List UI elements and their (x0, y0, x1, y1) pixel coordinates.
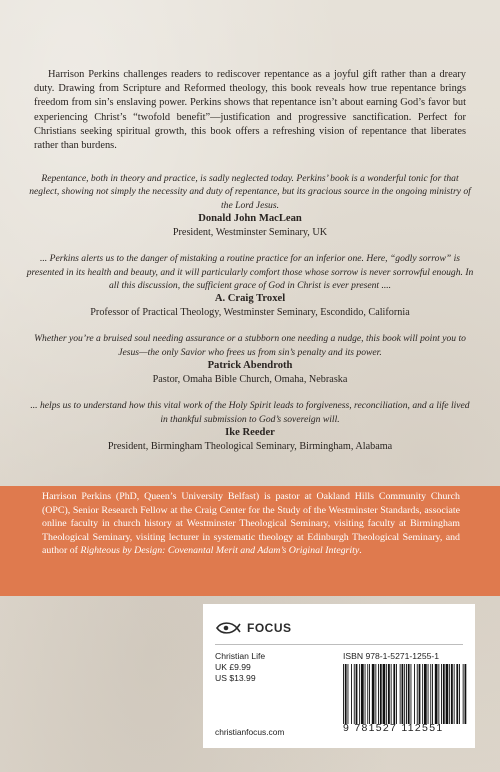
barcode-bar (356, 664, 358, 724)
barcode-bar (396, 664, 397, 724)
price-us: US $13.99 (215, 673, 256, 683)
barcode-bar (414, 664, 415, 724)
eye-fish-icon (215, 620, 241, 636)
endorsement-role: Pastor, Omaha Bible Church, Omaha, Nebraska (152, 374, 348, 386)
barcode-bar (388, 664, 390, 724)
barcode-bar (391, 664, 392, 724)
barcode-bar (417, 664, 418, 724)
price-uk: UK £9.99 (215, 662, 251, 672)
author-bio-text: Harrison Perkins (PhD, Queen’s University Belfast) is pastor at Oakland Hills Community Church (OPC), Senior Research Fellow at the Craig Center for the Study of the Westminster Standards, associate online faculty in church history at Westminster Theological Seminary, visiting faculty at Birmingham Theological Seminary, visiting lecturer in systematic theology at Edinburgh Theological Seminary, and author of (42, 491, 460, 556)
barcode-bar (451, 664, 453, 724)
book-category: Christian Life (215, 651, 266, 661)
barcode-digits: 9 781527 112551 (343, 722, 444, 734)
publisher-panel (203, 604, 475, 748)
barcode-bar (386, 664, 387, 724)
barcode-bar (459, 664, 460, 724)
barcode-bar (419, 664, 421, 724)
publisher-website: christianfocus.com (215, 727, 285, 737)
endorsements (20, 172, 480, 466)
endorsement (20, 399, 480, 454)
barcode-bar (438, 664, 439, 724)
endorsement-role: President, Birmingham Theological Seminary, Birmingham, Alabama (107, 441, 393, 453)
barcode-bar (359, 664, 360, 724)
endorsement-role: Professor of Practical Theology, Westminster Seminary, Escondido, California (90, 307, 410, 319)
barcode-bar (404, 664, 405, 724)
endorsement (20, 172, 480, 240)
barcode-bar (432, 664, 433, 724)
endorsement-text: ... Perkins alerts us to the danger of mistaking a routine practice for an inferior one. Here, “godly sorrow” is presented in its health and beauty, and it will particularly comfort those whose sorrow is never sorrowful enough. In all this discussion, the sufficient grace of God in Christ is ever present .... (26, 253, 474, 292)
barcode-bar (400, 664, 401, 724)
endorsement-text: Whether you’re a bruised soul needing assurance or a stubborn one needing a nudge, this book will point you to Jesus—the only Savior who frees us from sin’s penalty and its power. (34, 333, 466, 358)
endorsement-author: Donald John MacLean (198, 213, 302, 225)
author-bio (42, 490, 460, 558)
barcode-bar (449, 664, 450, 724)
panel-divider (215, 644, 463, 645)
barcode-bar (465, 664, 467, 724)
endorsement (20, 332, 480, 387)
barcode-bar (367, 664, 368, 724)
barcode-bar (430, 664, 431, 724)
barcode-bar (408, 664, 410, 724)
barcode-bar (354, 664, 355, 724)
author-bio-end: . (359, 545, 362, 556)
barcode-bar (343, 664, 344, 724)
barcode-bar (351, 664, 352, 724)
barcode-bar (463, 664, 464, 724)
isbn-label: ISBN 978-1-5271-1255-1 (343, 651, 440, 661)
endorsement-author: Ike Reeder (225, 427, 275, 439)
barcode-bar (435, 664, 438, 724)
barcode-bar (428, 664, 429, 724)
barcode-bar (456, 664, 458, 724)
barcode-bar (365, 664, 366, 724)
barcode-bar (345, 664, 347, 724)
barcode-bar (375, 664, 376, 724)
barcode-bar (424, 664, 427, 724)
barcode-bar (348, 664, 349, 724)
barcode-bar (393, 664, 395, 724)
back-cover-blurb: Harrison Perkins challenges readers to rediscover repentance as a joyful gift rather than a dreary duty. Drawing from Scripture and Reformed theology, this book reveals how true repentance brings freedom from sin’s enslaving power. Perkins shows that repentance isn’t about earning God’s favor but experiencing Christ’s “twofold benefit”—justification and progressive sanctification. Perfect for Christians seeking spiritual growth, this book offers a refreshing vision of repentance that liberates rather than burdens. (34, 69, 466, 152)
barcode-bar (369, 664, 370, 724)
barcode-bar (402, 664, 404, 724)
barcode-bar (454, 664, 455, 724)
endorsement-author: Patrick Abendroth (207, 360, 293, 372)
barcode-bar (361, 664, 364, 724)
barcode-bar (406, 664, 407, 724)
endorsement-text: ... helps us to understand how this vital work of the Holy Spirit leads to forgiveness, reconciliation, and a life lived in thankful submission to God’s sovereign will. (30, 400, 470, 425)
publisher-logo (215, 620, 292, 636)
barcode-bar (443, 664, 445, 724)
barcode-bar (378, 664, 379, 724)
barcode-bar (441, 664, 442, 724)
barcode-bar (446, 664, 449, 724)
endorsement-role: President, Westminster Seminary, UK (172, 227, 328, 239)
barcode-bar (380, 664, 382, 724)
barcode-bar (383, 664, 386, 724)
endorsement (20, 252, 480, 320)
barcode-image (343, 664, 467, 724)
endorsement-text: Repentance, both in theory and practice, is sadly neglected today. Perkins’ book is a wonderful tonic for that neglect, showing not simply the necessity and duty of repentance, but its gracious source in the ongoing ministry of the Lord Jesus. (29, 173, 471, 211)
barcode-bar (422, 664, 423, 724)
barcode-bar (372, 664, 375, 724)
publisher-name: FOCUS (247, 621, 292, 635)
endorsement-author: A. Craig Troxel (214, 293, 286, 305)
author-book-title: Righteous by Design: Covenantal Merit and Adam’s Original Integrity (80, 545, 360, 556)
book-info (215, 651, 265, 684)
barcode-bar (411, 664, 412, 724)
